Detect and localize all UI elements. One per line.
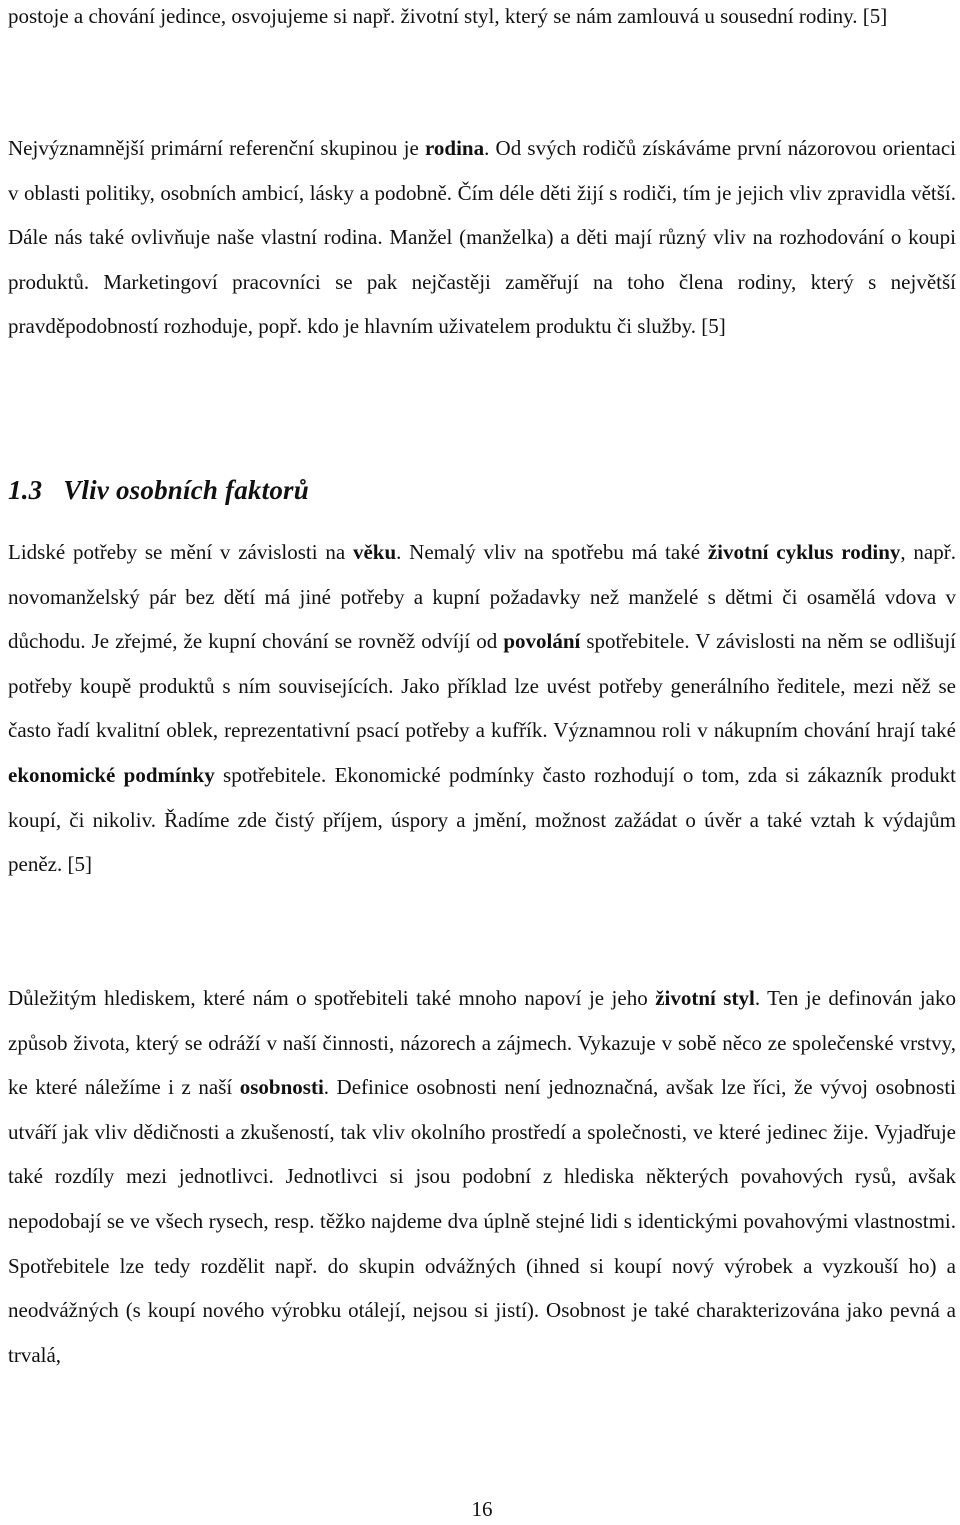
paragraph-group-influence-end [8, 0, 956, 39]
text-run: Důležitým hlediskem, které nám o spotřebiteli také mnoho napoví je jeho [8, 986, 656, 1010]
bold-term-lifestyle: životní styl [655, 986, 755, 1010]
bold-term-economic-conditions: ekonomické podmínky [8, 762, 215, 787]
section-heading [8, 468, 309, 512]
text-run: Lidské potřeby se mění v závislosti na [8, 540, 353, 564]
text-run: . Nemalý vliv na spotřebu má také [396, 540, 708, 564]
bold-term-family-life-cycle: životní cyklus rodiny [707, 540, 901, 564]
text-run: spotřebitele. V závislosti na něm se odlišují potřeby koupě produktů s ním souvisejících. Jako příklad lze uvést potřeby generálního ředitele, mezi něž se často řadí kvalitní oblek, reprezentativní psací potřeby a kufřík. Významnou roli v nákupním chování hrají také [8, 629, 956, 743]
section-title: Vliv osobních faktorů [63, 475, 309, 505]
text-run: . Definice osobnosti není jednoznačná, avšak lze říci, že vývoj osobnosti utváří jak vliv dědičnosti a zkušeností, tak vliv okolního prostředí a společnosti, ve které jedinec žije. Vyjadřuje také rozdíly mezi jednotlivci. Jednotlivci si jsou podobní z hlediska některých povahových rysů, avšak nepodobají se ve všech rysech, resp. těžko najdeme dva úplně stejné lidi s identickými povahovými vlastnostmi. Spotřebitele lze tedy rozdělit např. do skupin odvážných (ihned si koupí nový výrobek a vyzkouší ho) a neodvážných (s koupí nového výrobku otálejí, nejsou si jistí). Osobnost je také charakterizována jako pevná a trvalá, [8, 1075, 956, 1367]
section-number: 1.3 [8, 475, 43, 505]
page-number: 16 [471, 1497, 493, 1521]
paragraph-personal-factors [8, 530, 956, 887]
bold-term-occupation: povolání [503, 629, 581, 654]
text-run: . Od svých rodičů získáváme první názorovou orientaci v oblasti politiky, osobních ambicí, lásky a podobně. Čím déle děti žijí s rodiči, tím je jejich vliv zpravidla větší. Dále nás také ovlivňuje naše vlastní rodina. Manžel (manželka) a děti mají různý vliv na rozhodování o koupi produktů. Marketingoví pracovníci se pak nejčastěji zaměřují na toho člena rodiny, který s největší pravděpodobností rozhoduje, popř. kdo je hlavním uživatelem produktu či služby. [5] [8, 136, 957, 339]
text-run: , např. novomanželský pár bez dětí má jiné potřeby a kupní požadavky než manželé s dětmi či osamělá vdova v důchodu. Je zřejmé, že kupní chování se rovněž odvíjí od [8, 540, 956, 654]
bold-term-age: věku [352, 540, 397, 564]
text-run: postoje a chování jedince, osvojujeme si např. životní styl, který se nám zamlouvá u sousední rodiny. [5] [8, 4, 888, 28]
paragraph-lifestyle [8, 976, 956, 1377]
text-run: Nejvýznamnější primární referenční skupinou je [8, 136, 425, 160]
document-page [8, 0, 956, 1525]
text-run: . Ten je definován jako způsob života, který se odráží v naší činnosti, názorech a zájmech. Vykazuje v sobě něco ze společenské vrstvy, ke které náležíme i z naší [8, 986, 956, 1100]
paragraph-family [8, 126, 956, 349]
bold-term-family: rodina [424, 136, 485, 160]
bold-term-personality: osobnosti [239, 1075, 324, 1100]
text-run: spotřebitele. Ekonomické podmínky často rozhodují o tom, zda si zákazník produkt koupí, či nikoliv. Řadíme zde čistý příjem, úspory a jmění, možnost zažádat o úvěr a také vztah k výdajům peněz. [5] [8, 762, 956, 877]
